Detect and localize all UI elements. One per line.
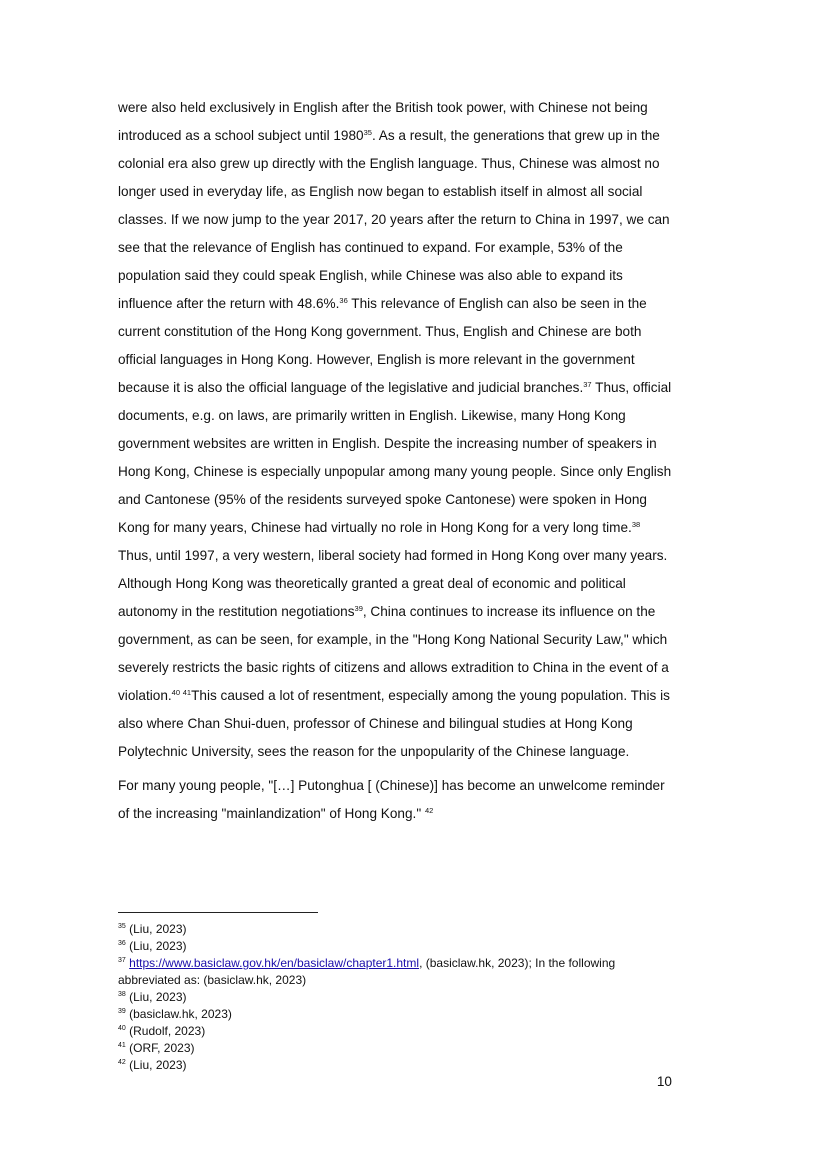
footnote-ref-39: 39	[354, 604, 363, 614]
footnote-number: 39	[118, 1008, 126, 1016]
footnote-text: (Liu, 2023)	[129, 1058, 187, 1072]
text-run: . As a result, the generations that grew up in the colonial era also grew up directly with the English language. Thus, Chinese was almost no longer used in everyday life, as English now began to establish itself in almost all social classes. If we now jump to the year 2017, 20 years after the return to China in 1997, we can see that the relevance of English has continued to expand. For example, 53% of the population said they could speak English, while Chinese was also able to expand its influence after the return with 48.6%.	[118, 128, 670, 311]
text-run: were also held exclusively in English after the British took power, with Chinese not being introduced as a school subject until 1980	[118, 100, 648, 143]
footnote-ref-37: 37	[583, 380, 592, 390]
footnote-text: (Liu, 2023)	[129, 990, 187, 1004]
text-run: Thus, official documents, e.g. on laws, are primarily written in English. Likewise, many Hong Kong government websites are written in English. Despite the increasing number of speakers in Hong Kong, Chinese is especially unpopular among many young people. Since only English and Cantonese (95% of the residents surveyed spoke Cantonese) were spoken in Hong Kong for many years, Chinese had virtually no role in Hong Kong for a very long time.	[118, 380, 672, 535]
footnote-ref-38: 38	[631, 520, 641, 530]
footnote-separator	[118, 912, 318, 913]
footnotes	[118, 921, 674, 1074]
text-run: Thus, until 1997, a very western, liberal society had formed in Hong Kong over many years. Although Hong Kong was theoretically granted a great deal of economic and political autonomy in the restitution negotiations	[118, 548, 668, 619]
paragraph-1	[118, 94, 674, 766]
footnote-number: 40	[118, 1025, 126, 1033]
footnote-text: (Liu, 2023)	[129, 922, 187, 936]
footnote-number: 35	[118, 923, 126, 931]
footnote-number: 38	[118, 991, 126, 999]
body-text	[118, 94, 674, 828]
footnote-number: 42	[118, 1059, 126, 1067]
footnote-ref-41: 41	[182, 688, 192, 698]
footnote-text: (basiclaw.hk, 2023)	[129, 1007, 232, 1021]
footnote-ref-35: 35	[363, 128, 372, 138]
text-run: This caused a lot of resentment, especially among the young population. This is also where Chan Shui-duen, professor of Chinese and bilingual studies at Hong Kong Polytechnic University, sees the reason for the unpopularity of the Chinese language.	[118, 688, 670, 759]
footnote-38	[118, 989, 674, 1006]
footnote-text: (ORF, 2023)	[129, 1041, 195, 1055]
text-run: This relevance of English can also be seen in the current constitution of the Hong Kong government. Thus, English and Chinese are both official languages in Hong Kong. However, English is more relevant in the government because it is also the official language of the legislative and judicial branches.	[118, 296, 647, 395]
footnote-ref-36: 36	[339, 296, 348, 306]
footnote-link[interactable]: https://www.basiclaw.gov.hk/en/basiclaw/chapter1.html	[129, 956, 420, 970]
footnote-text: , (basiclaw.hk, 2023); In the following abbreviated as: (basiclaw.hk, 2023)	[118, 956, 616, 987]
text-run: For many young people, "[…] Putonghua [ (Chinese)] has become an unwelcome reminder of the increasing "mainlandization" of Hong Kong."	[118, 778, 665, 821]
footnote-40	[118, 1023, 674, 1040]
footnote-37	[118, 955, 674, 989]
footnote-ref-40: 40	[171, 688, 180, 698]
footnote-number: 37	[118, 957, 126, 965]
paragraph-2	[118, 772, 674, 828]
footnote-41	[118, 1040, 674, 1057]
footnote-number: 36	[118, 940, 126, 948]
footnote-42	[118, 1057, 674, 1074]
page-number: 10	[656, 1074, 672, 1089]
text-run: , China continues to increase its influence on the government, as can be seen, for example, in the "Hong Kong National Security Law," which severely restricts the basic rights of citizens and allows extradition to China in the event of a violation.	[118, 604, 669, 703]
footnote-35	[118, 921, 674, 938]
footnote-39	[118, 1006, 674, 1023]
footnote-ref-42: 42	[424, 806, 434, 816]
footnote-text: (Rudolf, 2023)	[129, 1024, 206, 1038]
footnote-36	[118, 938, 674, 955]
footnote-number: 41	[118, 1042, 126, 1050]
footnote-text: (Liu, 2023)	[129, 939, 187, 953]
